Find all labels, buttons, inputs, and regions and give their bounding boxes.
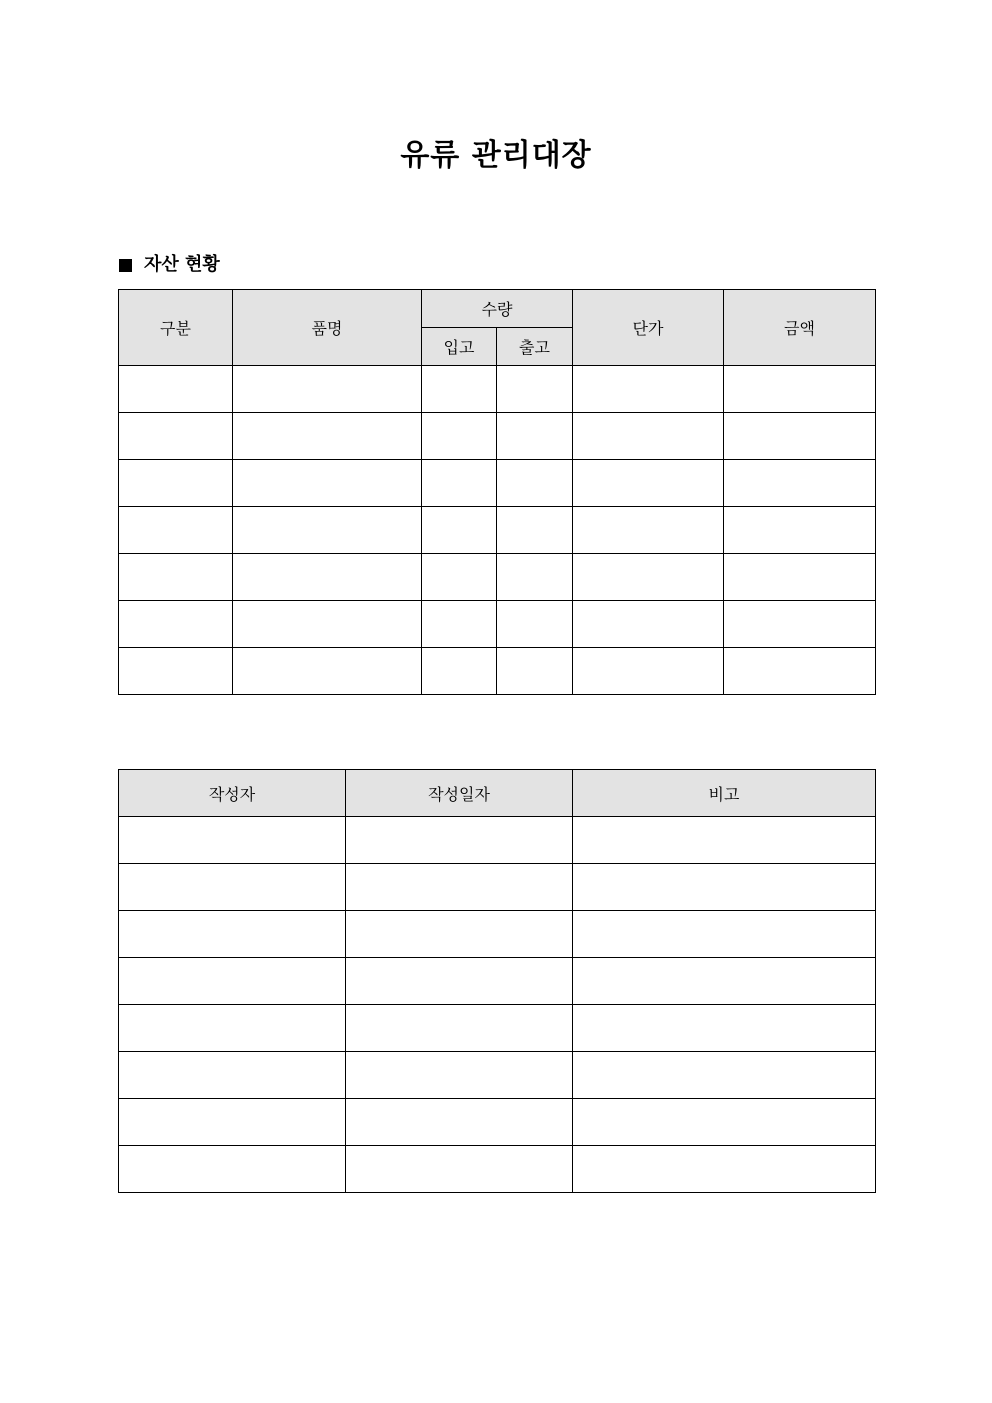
cell-date[interactable] xyxy=(346,1146,573,1193)
table-row xyxy=(119,1099,876,1146)
cell-quantity-out[interactable] xyxy=(497,460,573,507)
header-quantity: 수량 xyxy=(422,290,573,328)
cell-writer[interactable] xyxy=(119,911,346,958)
cell-amount[interactable] xyxy=(724,507,876,554)
cell-amount[interactable] xyxy=(724,601,876,648)
cell-item-name[interactable] xyxy=(233,601,422,648)
table-row xyxy=(119,554,876,601)
cell-category[interactable] xyxy=(119,601,233,648)
table-row xyxy=(119,413,876,460)
header-amount: 금액 xyxy=(724,290,876,366)
section-heading-label: 자산 현황 xyxy=(144,254,220,275)
table-row xyxy=(119,1052,876,1099)
cell-date[interactable] xyxy=(346,817,573,864)
header-unit-price: 단가 xyxy=(573,290,724,366)
cell-category[interactable] xyxy=(119,648,233,695)
table-row xyxy=(119,648,876,695)
header-item-name: 품명 xyxy=(233,290,422,366)
cell-unit-price[interactable] xyxy=(573,413,724,460)
table-row xyxy=(119,864,876,911)
table-row xyxy=(119,366,876,413)
table-row xyxy=(119,1005,876,1052)
cell-item-name[interactable] xyxy=(233,460,422,507)
cell-amount[interactable] xyxy=(724,648,876,695)
cell-quantity-out[interactable] xyxy=(497,366,573,413)
cell-quantity-out[interactable] xyxy=(497,413,573,460)
cell-quantity-in[interactable] xyxy=(422,601,497,648)
table-row xyxy=(119,911,876,958)
header-quantity-in: 입고 xyxy=(422,328,497,366)
cell-date[interactable] xyxy=(346,1099,573,1146)
cell-category[interactable] xyxy=(119,507,233,554)
asset-status-table xyxy=(118,289,876,695)
cell-amount[interactable] xyxy=(724,460,876,507)
cell-item-name[interactable] xyxy=(233,366,422,413)
cell-remarks[interactable] xyxy=(573,911,876,958)
cell-writer[interactable] xyxy=(119,1052,346,1099)
cell-unit-price[interactable] xyxy=(573,601,724,648)
cell-quantity-in[interactable] xyxy=(422,460,497,507)
page-title: 유류 관리대장 xyxy=(400,138,592,173)
cell-unit-price[interactable] xyxy=(573,648,724,695)
table-row xyxy=(119,507,876,554)
cell-category[interactable] xyxy=(119,413,233,460)
table-row xyxy=(119,958,876,1005)
cell-quantity-out[interactable] xyxy=(497,648,573,695)
cell-quantity-in[interactable] xyxy=(422,366,497,413)
cell-item-name[interactable] xyxy=(233,507,422,554)
cell-item-name[interactable] xyxy=(233,648,422,695)
cell-category[interactable] xyxy=(119,366,233,413)
cell-amount[interactable] xyxy=(724,413,876,460)
cell-quantity-out[interactable] xyxy=(497,601,573,648)
cell-quantity-in[interactable] xyxy=(422,507,497,554)
cell-quantity-out[interactable] xyxy=(497,507,573,554)
cell-date[interactable] xyxy=(346,911,573,958)
cell-quantity-out[interactable] xyxy=(497,554,573,601)
cell-remarks[interactable] xyxy=(573,817,876,864)
table-row xyxy=(119,817,876,864)
header-writer: 작성자 xyxy=(119,770,346,817)
cell-writer[interactable] xyxy=(119,1146,346,1193)
cell-unit-price[interactable] xyxy=(573,507,724,554)
table-row xyxy=(119,1146,876,1193)
cell-remarks[interactable] xyxy=(573,1052,876,1099)
cell-writer[interactable] xyxy=(119,864,346,911)
table-row xyxy=(119,601,876,648)
cell-date[interactable] xyxy=(346,1052,573,1099)
cell-date[interactable] xyxy=(346,958,573,1005)
cell-remarks[interactable] xyxy=(573,1146,876,1193)
cell-date[interactable] xyxy=(346,864,573,911)
cell-category[interactable] xyxy=(119,460,233,507)
section-heading xyxy=(119,252,220,278)
cell-remarks[interactable] xyxy=(573,1099,876,1146)
cell-remarks[interactable] xyxy=(573,958,876,1005)
cell-amount[interactable] xyxy=(724,554,876,601)
cell-category[interactable] xyxy=(119,554,233,601)
header-category: 구분 xyxy=(119,290,233,366)
header-quantity-out: 출고 xyxy=(497,328,573,366)
square-bullet-icon xyxy=(119,259,132,272)
cell-amount[interactable] xyxy=(724,366,876,413)
cell-writer[interactable] xyxy=(119,817,346,864)
cell-item-name[interactable] xyxy=(233,413,422,460)
cell-item-name[interactable] xyxy=(233,554,422,601)
cell-quantity-in[interactable] xyxy=(422,648,497,695)
header-date: 작성일자 xyxy=(346,770,573,817)
cell-unit-price[interactable] xyxy=(573,366,724,413)
table-row xyxy=(119,460,876,507)
cell-writer[interactable] xyxy=(119,1005,346,1052)
header-remarks: 비고 xyxy=(573,770,876,817)
cell-writer[interactable] xyxy=(119,958,346,1005)
cell-quantity-in[interactable] xyxy=(422,554,497,601)
cell-date[interactable] xyxy=(346,1005,573,1052)
cell-unit-price[interactable] xyxy=(573,460,724,507)
cell-quantity-in[interactable] xyxy=(422,413,497,460)
cell-remarks[interactable] xyxy=(573,1005,876,1052)
cell-remarks[interactable] xyxy=(573,864,876,911)
writer-table xyxy=(118,769,876,1193)
cell-unit-price[interactable] xyxy=(573,554,724,601)
cell-writer[interactable] xyxy=(119,1099,346,1146)
